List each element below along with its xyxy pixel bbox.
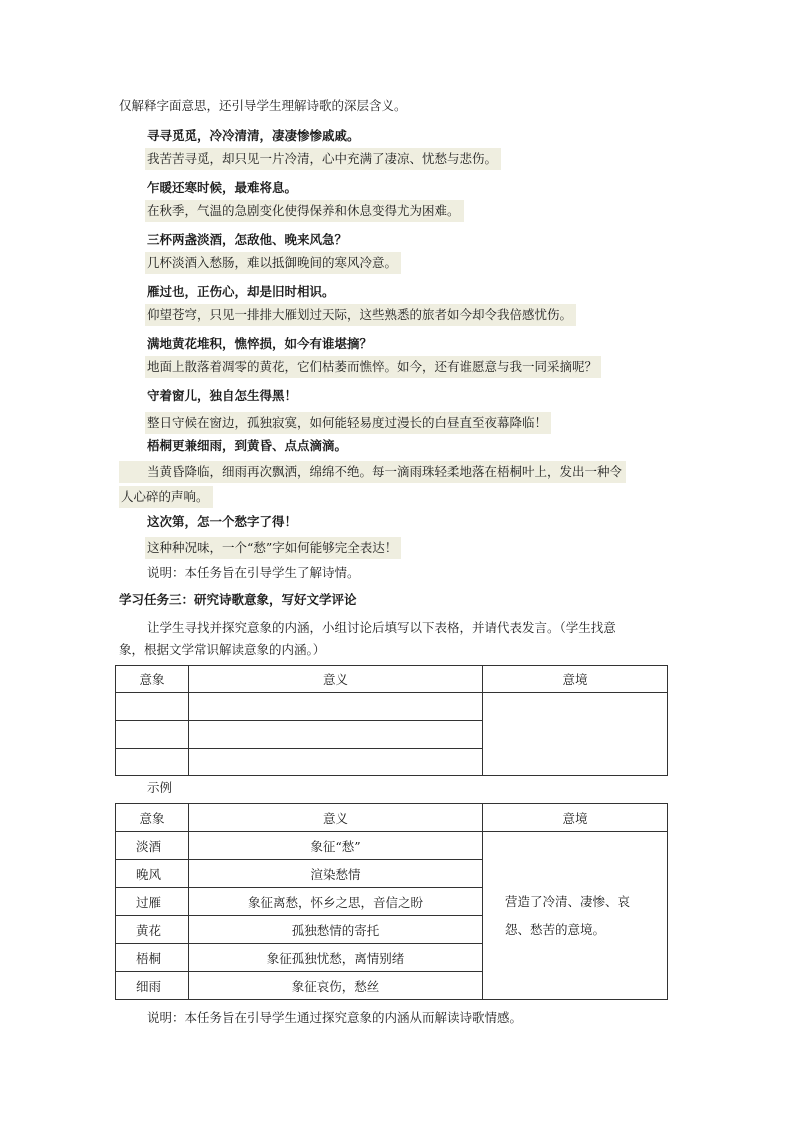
task3-paragraph-line2: 象，根据文学常识解读意象的内涵。） bbox=[119, 642, 326, 657]
task3-paragraph-line1: 让学生寻找并探究意象的内涵，小组讨论后填写以下表格，并请代表发言。（学生找意 bbox=[147, 620, 616, 635]
note-1: 说明：本任务旨在引导学生了解诗情。 bbox=[147, 565, 360, 580]
verse-translation-line1: 当黄昏降临，细雨再次飘洒，绵绵不绝。每一滴雨珠轻柔地落在梧桐叶上，发出一种令 bbox=[119, 461, 626, 483]
blank-cell[interactable] bbox=[189, 693, 483, 721]
verse-translation-line2: 人心碎的声响。 bbox=[119, 486, 213, 508]
mood-line-1: 营造了冷清、凄惨、哀 bbox=[505, 893, 631, 909]
verse-original: 雁过也，正伤心，却是旧时相识。 bbox=[147, 284, 335, 299]
meaning-cell: 象征孤独忧愁，离情别绪 bbox=[189, 944, 483, 972]
mood-cell bbox=[483, 832, 668, 1000]
imagery-example-table bbox=[115, 803, 668, 1000]
example-label: 示例 bbox=[147, 780, 173, 795]
imagery-cell: 晚风 bbox=[116, 860, 189, 888]
blank-cell[interactable] bbox=[189, 749, 483, 776]
meaning-cell: 渲染愁情 bbox=[189, 860, 483, 888]
verse-translation: 整日守候在窗边，孤独寂寞，如何能轻易度过漫长的白昼直至夜幕降临！ bbox=[145, 412, 551, 434]
blank-cell[interactable] bbox=[189, 721, 483, 749]
table-header-row bbox=[116, 666, 668, 693]
meaning-cell: 孤独愁情的寄托 bbox=[189, 916, 483, 944]
verse-original: 梧桐更兼细雨，到黄昏、点点滴滴。 bbox=[147, 438, 348, 453]
blank-cell[interactable] bbox=[116, 721, 189, 749]
verse-original: 满地黄花堆积，憔悴损，如今有谁堪摘？ bbox=[147, 336, 373, 351]
imagery-cell: 细雨 bbox=[116, 972, 189, 1000]
mood-line-2: 怨、愁苦的意境。 bbox=[505, 921, 606, 937]
header-mood: 意境 bbox=[483, 804, 668, 832]
verse-original: 乍暖还寒时候，最难将息。 bbox=[147, 180, 298, 195]
verse-translation: 在秋季，气温的急剧变化使得保养和休息变得尤为困难。 bbox=[145, 200, 464, 222]
verse-original: 寻寻觅觅，冷冷清清，凄凄惨惨戚戚。 bbox=[147, 128, 360, 143]
task3-heading: 学习任务三：研究诗歌意象，写好文学评论 bbox=[119, 592, 357, 607]
imagery-cell: 黄花 bbox=[116, 916, 189, 944]
blank-mood-cell[interactable] bbox=[483, 693, 668, 776]
verse-original: 守着窗儿，独自怎生得黑！ bbox=[147, 388, 298, 403]
blank-cell[interactable] bbox=[116, 749, 189, 776]
blank-cell[interactable] bbox=[116, 693, 189, 721]
verse-translation: 这种种况味，一个“愁”字如何能够完全表达！ bbox=[145, 537, 401, 559]
meaning-cell: 象征离愁，怀乡之思，音信之盼 bbox=[189, 888, 483, 916]
verse-translation: 我苦苦寻觅，却只见一片冷清，心中充满了凄凉、忧愁与悲伤。 bbox=[145, 148, 501, 170]
imagery-cell: 淡酒 bbox=[116, 832, 189, 860]
table-header-row bbox=[116, 804, 668, 832]
verse-translation: 仰望苍穹，只见一排排大雁划过天际，这些熟悉的旅者如今却令我倍感忧伤。 bbox=[145, 304, 576, 326]
verse-original: 三杯两盏淡酒，怎敌他、晚来风急？ bbox=[147, 232, 348, 247]
verse-translation: 地面上散落着凋零的黄花，它们枯萎而憔悴。如今，还有谁愿意与我一同采摘呢？ bbox=[145, 356, 601, 378]
note-2: 说明：本任务旨在引导学生通过探究意象的内涵从而解读诗歌情感。 bbox=[147, 1010, 523, 1025]
meaning-cell: 象征“愁” bbox=[189, 832, 483, 860]
table-row bbox=[116, 832, 668, 860]
header-mood: 意境 bbox=[483, 666, 668, 693]
imagery-cell: 过雁 bbox=[116, 888, 189, 916]
verse-translation: 几杯淡酒入愁肠，难以抵御晚间的寒风冷意。 bbox=[145, 252, 401, 274]
imagery-cell: 梧桐 bbox=[116, 944, 189, 972]
header-imagery: 意象 bbox=[116, 804, 189, 832]
header-imagery: 意象 bbox=[116, 666, 189, 693]
header-meaning: 意义 bbox=[189, 666, 483, 693]
meaning-cell: 象征哀伤，愁丝 bbox=[189, 972, 483, 1000]
verse-original: 这次第，怎一个愁字了得！ bbox=[147, 514, 298, 529]
imagery-blank-table bbox=[115, 665, 668, 776]
header-meaning: 意义 bbox=[189, 804, 483, 832]
intro-line: 仅解释字面意思，还引导学生理解诗歌的深层含义。 bbox=[119, 98, 407, 113]
table-row bbox=[116, 693, 668, 721]
